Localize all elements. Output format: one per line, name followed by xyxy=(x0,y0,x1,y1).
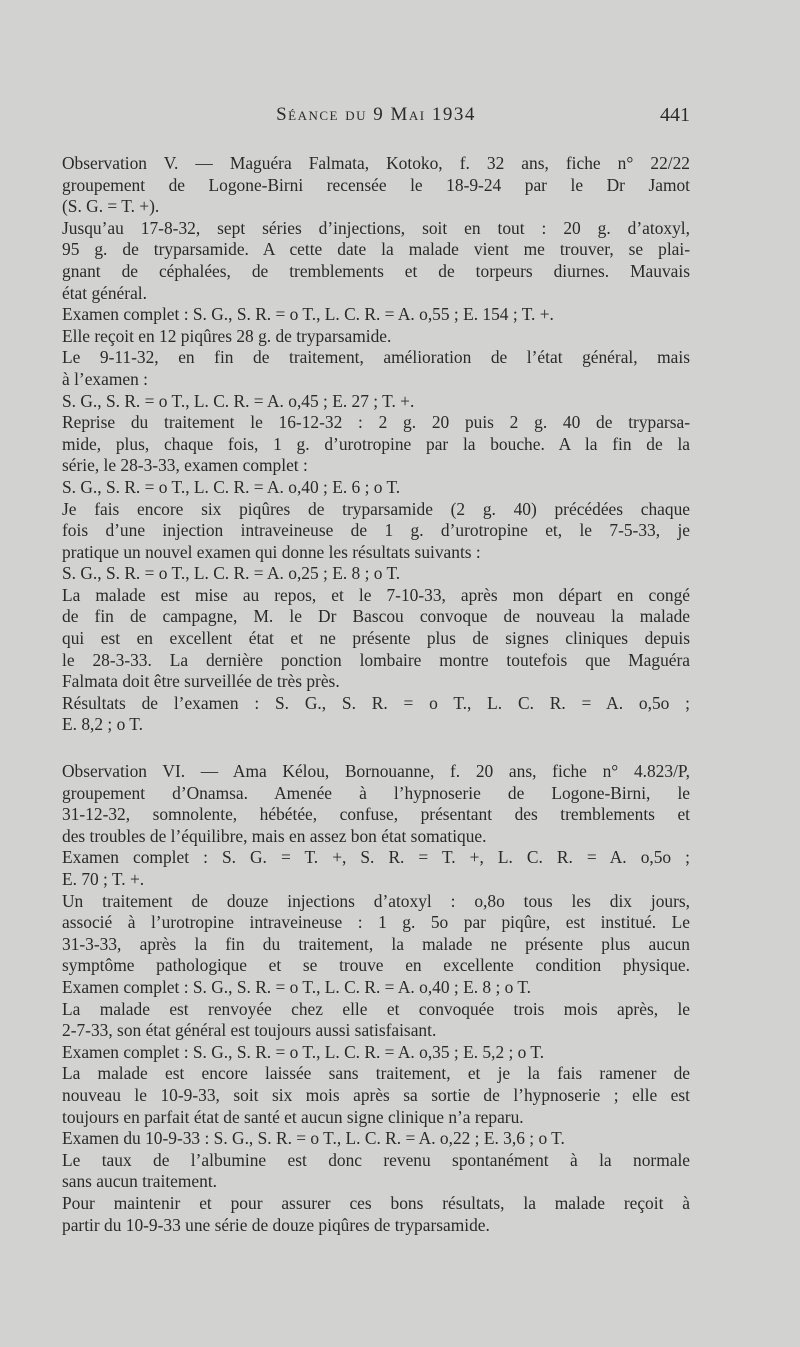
text-line: S. G., S. R. = o T., L. C. R. = A. o,40 ; E. 6 ; o T. xyxy=(62,476,401,497)
text-line: mide, plus, chaque fois, 1 g. d’urotropine par la bouche. A la fin de la xyxy=(62,433,690,454)
text-line: Falmata doit être surveillée de très près. xyxy=(62,671,340,692)
text-line: Elle reçoit en 12 piqûres 28 g. de tryparsamide. xyxy=(62,325,392,346)
text-line: (S. G. = T. +). xyxy=(62,196,160,217)
page-header xyxy=(62,104,690,134)
text-line: Je fais encore six piqûres de tryparsamide (2 g. 40) précédées chaque xyxy=(62,498,690,519)
text-line: état général. xyxy=(62,282,147,303)
text-line: Jusqu’au 17-8-32, sept séries d’injections, soit en tout : 20 g. d’atoxyl, xyxy=(62,217,690,238)
text-line: symptôme pathologique et se trouve en excellente condition physique. xyxy=(62,955,690,976)
text-line: sans aucun traitement. xyxy=(62,1171,218,1192)
text-line: Le taux de l’albumine est donc revenu spontanément à la normale xyxy=(62,1149,690,1170)
text-line: nouveau le 10-9-33, soit six mois après sa sortie de l’hypnoserie ; elle est xyxy=(62,1084,690,1105)
text-line: E. 70 ; T. +. xyxy=(62,869,145,889)
text-line: 2-7-33, son état général est toujours aussi satisfaisant. xyxy=(62,1020,437,1041)
text-line: partir du 10-9-33 une série de douze piqûres de tryparsamide. xyxy=(62,1214,490,1235)
page-number: 441 xyxy=(660,104,690,126)
text-line: La malade est mise au repos, et le 7-10-33, après mon départ en congé xyxy=(62,584,690,605)
text-line: groupement d’Onamsa. Amenée à l’hypnoserie de Logone-Birni, le xyxy=(62,782,690,803)
text-line: qui est en excellent état et ne présente plus de signes cliniques depuis xyxy=(62,628,690,649)
text-line: pratique un nouvel examen qui donne les résultats suivants : xyxy=(62,541,481,562)
text-line: Observation V. — Maguéra Falmata, Kotoko, f. 32 ans, fiche n° 22/22 xyxy=(62,153,690,173)
text-line: des troubles de l’équilibre, mais en assez bon état somatique. xyxy=(62,825,487,846)
text-line: Pour maintenir et pour assurer ces bons résultats, la malade reçoit à xyxy=(62,1192,690,1213)
text-line: S. G., S. R. = o T., L. C. R. = A. o,25 ; E. 8 ; o T. xyxy=(62,563,401,584)
body-text xyxy=(62,153,690,1236)
text-line: associé à l’urotropine intraveineuse : 1 g. 5o par piqûre, est institué. Le xyxy=(62,912,690,933)
text-line: à l’examen : xyxy=(62,368,148,389)
text-line: Reprise du traitement le 16-12-32 : 2 g. 20 puis 2 g. 40 de tryparsa- xyxy=(62,412,690,433)
text-line: 31-3-33, après la fin du traitement, la malade ne présente plus aucun xyxy=(62,933,690,954)
text-line: 31-12-32, somnolente, hébétée, confuse, présentant des tremblements et xyxy=(62,804,690,825)
text-line: E. 8,2 ; o T. xyxy=(62,714,143,735)
text-line: La malade est renvoyée chez elle et convoquée trois mois après, le xyxy=(62,998,690,1019)
text-line: toujours en parfait état de santé et aucun signe clinique n’a reparu. xyxy=(62,1106,524,1127)
observation-vi xyxy=(62,761,690,1236)
text-line: Examen complet : S. G., S. R. = o T., L. C. R. = A. o,35 ; E. 5,2 ; o T. xyxy=(62,1041,545,1062)
text-line: Le 9-11-32, en fin de traitement, amélioration de l’état général, mais xyxy=(62,347,690,368)
running-title: Séance du 9 Mai 1934 xyxy=(276,104,476,125)
text-line: Observation VI. — Ama Kélou, Bornouanne, f. 20 ans, fiche n° 4.823/P, xyxy=(62,761,690,782)
text-line: Résultats de l’examen : S. G., S. R. = o T., L. C. R. = A. o,5o ; xyxy=(62,692,690,713)
text-line: Examen du 10-9-33 : S. G., S. R. = o T., L. C. R. = A. o,22 ; E. 3,6 ; o T. xyxy=(62,1128,565,1149)
text-line: gnant de céphalées, de tremblements et de torpeurs diurnes. Mauvais xyxy=(62,260,690,281)
observation-v xyxy=(62,153,690,736)
text-line: 95 g. de tryparsamide. A cette date la malade vient me trouver, se plai- xyxy=(62,239,690,260)
text-line: Examen complet : S. G. = T. +, S. R. = T. +, L. C. R. = A. o,5o ; xyxy=(62,847,690,868)
text-line: La malade est encore laissée sans traitement, et je la fais ramener de xyxy=(62,1063,690,1084)
text-line: groupement de Logone-Birni recensée le 18-9-24 par le Dr Jamot xyxy=(62,174,690,195)
text-line: série, le 28-3-33, examen complet : xyxy=(62,455,308,476)
text-line: Examen complet : S. G., S. R. = o T., L. C. R. = A. o,40 ; E. 8 ; o T. xyxy=(62,976,532,997)
text-line: Un traitement de douze injections d’atoxyl : o,8o tous les dix jours, xyxy=(62,890,690,911)
text-line: fois d’une injection intraveineuse de 1 g. d’urotropine et, le 7-5-33, je xyxy=(62,520,690,541)
text-line: S. G., S. R. = o T., L. C. R. = A. o,45 ; E. 27 ; T. +. xyxy=(62,390,415,411)
text-line: Examen complet : S. G., S. R. = o T., L. C. R. = A. o,55 ; E. 154 ; T. +. xyxy=(62,304,554,325)
text-line: de fin de campagne, M. le Dr Bascou convoque de nouveau la malade xyxy=(62,606,690,627)
text-line: le 28-3-33. La dernière ponction lombaire montre toutefois que Maguéra xyxy=(62,649,690,670)
